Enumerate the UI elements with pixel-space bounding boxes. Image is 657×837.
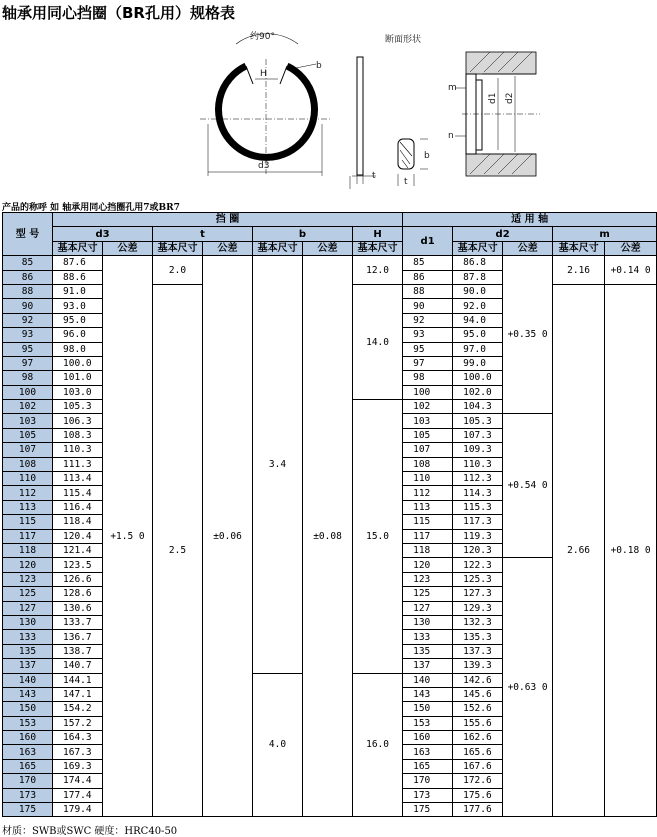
- d2-basic-cell: 107.3: [453, 428, 503, 442]
- d2-basic-cell: 142.6: [453, 673, 503, 687]
- model-cell: 98: [3, 371, 53, 385]
- d3-basic-cell: 179.4: [53, 803, 103, 817]
- n-label: n: [448, 131, 454, 141]
- d1-cell: 95: [403, 342, 453, 356]
- model-cell: 120: [3, 558, 53, 572]
- d3-basic-cell: 111.3: [53, 457, 103, 471]
- d1-cell: 137: [403, 659, 453, 673]
- d2-tolerance-c: +0.63 0: [503, 558, 553, 817]
- model-cell: 95: [3, 342, 53, 356]
- d1-cell: 125: [403, 587, 453, 601]
- header-H-basic: 基本尺寸: [353, 241, 403, 255]
- spec-table: [2, 212, 657, 817]
- b-basic-b: 4.0: [253, 673, 303, 817]
- d1-cell: 135: [403, 644, 453, 658]
- H-basic-d: 16.0: [353, 673, 403, 817]
- d1-cell: 160: [403, 731, 453, 745]
- d2-basic-cell: 137.3: [453, 644, 503, 658]
- d3-basic-cell: 98.0: [53, 342, 103, 356]
- d2-basic-cell: 172.6: [453, 774, 503, 788]
- d3-basic-cell: 147.1: [53, 687, 103, 701]
- header-t: t: [153, 227, 253, 241]
- d3-basic-cell: 110.3: [53, 443, 103, 457]
- d2-basic-cell: 86.8: [453, 256, 503, 270]
- ring-side-view: [350, 57, 376, 189]
- d3-basic-cell: 96.0: [53, 328, 103, 342]
- header-b-tol: 公差: [303, 241, 353, 255]
- d3-basic-cell: 118.4: [53, 515, 103, 529]
- d2-basic-cell: 175.6: [453, 788, 503, 802]
- model-cell: 123: [3, 572, 53, 586]
- installed-view: [455, 52, 540, 176]
- d2-basic-cell: 145.6: [453, 687, 503, 701]
- d2-label: d2: [505, 92, 515, 104]
- header-d3-basic: 基本尺寸: [53, 241, 103, 255]
- model-cell: 127: [3, 601, 53, 615]
- d1-cell: 163: [403, 745, 453, 759]
- model-cell: 137: [3, 659, 53, 673]
- product-name-note: 产品的称呼 如 轴承用同心挡圈孔用7或BR7: [2, 203, 180, 213]
- ring-front-view: [200, 34, 330, 176]
- d1-cell: 123: [403, 572, 453, 586]
- m-label: m: [448, 83, 457, 93]
- header-m: m: [553, 227, 657, 241]
- d1-cell: 88: [403, 284, 453, 298]
- d3-tolerance: +1.5 0: [103, 256, 153, 817]
- d2-basic-cell: 167.6: [453, 759, 503, 773]
- d2-basic-cell: 122.3: [453, 558, 503, 572]
- t-label-side: t: [372, 171, 376, 181]
- model-cell: 135: [3, 644, 53, 658]
- model-cell: 100: [3, 385, 53, 399]
- d2-basic-cell: 112.3: [453, 472, 503, 486]
- model-cell: 112: [3, 486, 53, 500]
- technical-drawing: [0, 24, 657, 199]
- d1-cell: 110: [403, 472, 453, 486]
- d2-basic-cell: 115.3: [453, 500, 503, 514]
- d3-label: d3: [258, 161, 270, 171]
- d1-cell: 127: [403, 601, 453, 615]
- model-cell: 150: [3, 702, 53, 716]
- d3-basic-cell: 91.0: [53, 284, 103, 298]
- d2-basic-cell: 95.0: [453, 328, 503, 342]
- d3-basic-cell: 136.7: [53, 630, 103, 644]
- model-cell: 140: [3, 673, 53, 687]
- d2-basic-cell: 135.3: [453, 630, 503, 644]
- d3-basic-cell: 123.5: [53, 558, 103, 572]
- d1-cell: 153: [403, 716, 453, 730]
- d1-cell: 90: [403, 299, 453, 313]
- model-cell: 143: [3, 687, 53, 701]
- page-title: 轴承用同心挡圈（BR孔用）规格表: [2, 4, 235, 22]
- d3-basic-cell: 164.3: [53, 731, 103, 745]
- header-row-3: [3, 241, 657, 255]
- d3-basic-cell: 167.3: [53, 745, 103, 759]
- d1-label: d1: [488, 92, 498, 104]
- d1-cell: 113: [403, 500, 453, 514]
- model-cell: 115: [3, 515, 53, 529]
- d1-cell: 85: [403, 256, 453, 270]
- d2-basic-cell: 120.3: [453, 543, 503, 557]
- m-basic-b: 2.66: [553, 284, 605, 816]
- d2-basic-cell: 129.3: [453, 601, 503, 615]
- cross-section: [398, 139, 428, 186]
- model-cell: 86: [3, 270, 53, 284]
- d2-basic-cell: 162.6: [453, 731, 503, 745]
- d3-basic-cell: 120.4: [53, 529, 103, 543]
- d1-cell: 100: [403, 385, 453, 399]
- model-cell: 108: [3, 457, 53, 471]
- d3-basic-cell: 130.6: [53, 601, 103, 615]
- header-row-2: [3, 227, 657, 241]
- d1-cell: 140: [403, 673, 453, 687]
- d1-cell: 120: [403, 558, 453, 572]
- d2-basic-cell: 132.3: [453, 615, 503, 629]
- m-basic-a: 2.16: [553, 256, 605, 285]
- material-note: 材质：SWB或SWC 硬度：HRC40-50: [2, 826, 178, 837]
- d3-basic-cell: 101.0: [53, 371, 103, 385]
- b-basic-a: 3.4: [253, 256, 303, 673]
- m-tolerance-b: +0.18 0: [605, 284, 657, 816]
- d1-cell: 118: [403, 543, 453, 557]
- model-cell: 153: [3, 716, 53, 730]
- d2-basic-cell: 87.8: [453, 270, 503, 284]
- d3-basic-cell: 88.6: [53, 270, 103, 284]
- d1-cell: 130: [403, 615, 453, 629]
- d1-cell: 103: [403, 414, 453, 428]
- d1-cell: 93: [403, 328, 453, 342]
- d3-basic-cell: 121.4: [53, 543, 103, 557]
- m-tolerance-a: +0.14 0: [605, 256, 657, 285]
- d3-basic-cell: 133.7: [53, 615, 103, 629]
- model-cell: 102: [3, 400, 53, 414]
- header-d2: d2: [453, 227, 553, 241]
- table-row: [3, 256, 657, 270]
- d1-cell: 175: [403, 803, 453, 817]
- d3-basic-cell: 144.1: [53, 673, 103, 687]
- d2-basic-cell: 99.0: [453, 356, 503, 370]
- model-cell: 85: [3, 256, 53, 270]
- d2-basic-cell: 94.0: [453, 313, 503, 327]
- model-cell: 88: [3, 284, 53, 298]
- d2-basic-cell: 97.0: [453, 342, 503, 356]
- header-t-tol: 公差: [203, 241, 253, 255]
- header-b-basic: 基本尺寸: [253, 241, 303, 255]
- section-label: 断面形状: [385, 35, 422, 45]
- d1-cell: 165: [403, 759, 453, 773]
- angle-label: 约90°: [250, 32, 275, 42]
- d2-basic-cell: 117.3: [453, 515, 503, 529]
- model-cell: 97: [3, 356, 53, 370]
- d3-basic-cell: 113.4: [53, 472, 103, 486]
- d2-basic-cell: 104.3: [453, 400, 503, 414]
- header-H: H: [353, 227, 403, 241]
- d3-basic-cell: 116.4: [53, 500, 103, 514]
- d2-basic-cell: 92.0: [453, 299, 503, 313]
- header-shaft: 适 用 轴: [403, 213, 657, 227]
- d2-basic-cell: 177.6: [453, 803, 503, 817]
- d2-tolerance-a: +0.35 0: [503, 256, 553, 414]
- d2-basic-cell: 90.0: [453, 284, 503, 298]
- model-cell: 103: [3, 414, 53, 428]
- header-m-basic: 基本尺寸: [553, 241, 605, 255]
- d2-basic-cell: 100.0: [453, 371, 503, 385]
- model-cell: 118: [3, 543, 53, 557]
- d2-basic-cell: 109.3: [453, 443, 503, 457]
- d1-cell: 92: [403, 313, 453, 327]
- d1-cell: 105: [403, 428, 453, 442]
- H-label: H: [260, 69, 267, 79]
- d3-basic-cell: 140.7: [53, 659, 103, 673]
- header-t-basic: 基本尺寸: [153, 241, 203, 255]
- d1-cell: 86: [403, 270, 453, 284]
- H-basic-a: 12.0: [353, 256, 403, 285]
- model-cell: 92: [3, 313, 53, 327]
- d2-basic-cell: 119.3: [453, 529, 503, 543]
- header-d3-tol: 公差: [103, 241, 153, 255]
- header-d2-tol: 公差: [503, 241, 553, 255]
- d3-basic-cell: 108.3: [53, 428, 103, 442]
- t-basic-b: 2.5: [153, 284, 203, 816]
- d2-basic-cell: 127.3: [453, 587, 503, 601]
- model-cell: 133: [3, 630, 53, 644]
- d2-basic-cell: 139.3: [453, 659, 503, 673]
- d2-tolerance-b: +0.54 0: [503, 414, 553, 558]
- d2-basic-cell: 125.3: [453, 572, 503, 586]
- model-cell: 107: [3, 443, 53, 457]
- d2-basic-cell: 105.3: [453, 414, 503, 428]
- header-d1: d1: [403, 227, 453, 256]
- d1-cell: 150: [403, 702, 453, 716]
- b-label: b: [316, 61, 322, 71]
- d3-basic-cell: 103.0: [53, 385, 103, 399]
- d1-cell: 108: [403, 457, 453, 471]
- header-model: 型 号: [3, 213, 53, 256]
- model-cell: 93: [3, 328, 53, 342]
- d3-basic-cell: 105.3: [53, 400, 103, 414]
- d1-cell: 170: [403, 774, 453, 788]
- d3-basic-cell: 100.0: [53, 356, 103, 370]
- d3-basic-cell: 106.3: [53, 414, 103, 428]
- d3-basic-cell: 177.4: [53, 788, 103, 802]
- d2-basic-cell: 152.6: [453, 702, 503, 716]
- d3-basic-cell: 87.6: [53, 256, 103, 270]
- header-d2-basic: 基本尺寸: [453, 241, 503, 255]
- d3-basic-cell: 115.4: [53, 486, 103, 500]
- model-cell: 110: [3, 472, 53, 486]
- model-cell: 130: [3, 615, 53, 629]
- d1-cell: 143: [403, 687, 453, 701]
- H-basic-c: 15.0: [353, 400, 403, 673]
- d1-cell: 115: [403, 515, 453, 529]
- model-cell: 113: [3, 500, 53, 514]
- d1-cell: 97: [403, 356, 453, 370]
- b-tolerance: ±0.08: [303, 256, 353, 817]
- model-cell: 90: [3, 299, 53, 313]
- d2-basic-cell: 110.3: [453, 457, 503, 471]
- model-cell: 117: [3, 529, 53, 543]
- d3-basic-cell: 93.0: [53, 299, 103, 313]
- d1-cell: 173: [403, 788, 453, 802]
- model-cell: 175: [3, 803, 53, 817]
- model-cell: 165: [3, 759, 53, 773]
- d3-basic-cell: 95.0: [53, 313, 103, 327]
- header-row-1: [3, 213, 657, 227]
- d3-basic-cell: 126.6: [53, 572, 103, 586]
- model-cell: 173: [3, 788, 53, 802]
- d2-basic-cell: 102.0: [453, 385, 503, 399]
- d3-basic-cell: 154.2: [53, 702, 103, 716]
- model-cell: 170: [3, 774, 53, 788]
- d1-cell: 133: [403, 630, 453, 644]
- d3-basic-cell: 138.7: [53, 644, 103, 658]
- header-b: b: [253, 227, 353, 241]
- d1-cell: 107: [403, 443, 453, 457]
- H-basic-b: 14.0: [353, 284, 403, 399]
- d1-cell: 98: [403, 371, 453, 385]
- b-label-section: b: [424, 151, 430, 161]
- model-cell: 125: [3, 587, 53, 601]
- model-cell: 105: [3, 428, 53, 442]
- d3-basic-cell: 174.4: [53, 774, 103, 788]
- header-ring: 挡 圈: [53, 213, 403, 227]
- d1-cell: 102: [403, 400, 453, 414]
- d1-cell: 117: [403, 529, 453, 543]
- model-cell: 160: [3, 731, 53, 745]
- d1-cell: 112: [403, 486, 453, 500]
- d2-basic-cell: 114.3: [453, 486, 503, 500]
- t-tolerance: ±0.06: [203, 256, 253, 817]
- d2-basic-cell: 155.6: [453, 716, 503, 730]
- header-d3: d3: [53, 227, 153, 241]
- header-m-tol: 公差: [605, 241, 657, 255]
- t-label-section: t: [404, 177, 408, 187]
- d3-basic-cell: 157.2: [53, 716, 103, 730]
- model-cell: 163: [3, 745, 53, 759]
- d2-basic-cell: 165.6: [453, 745, 503, 759]
- d3-basic-cell: 169.3: [53, 759, 103, 773]
- d3-basic-cell: 128.6: [53, 587, 103, 601]
- t-basic-a: 2.0: [153, 256, 203, 285]
